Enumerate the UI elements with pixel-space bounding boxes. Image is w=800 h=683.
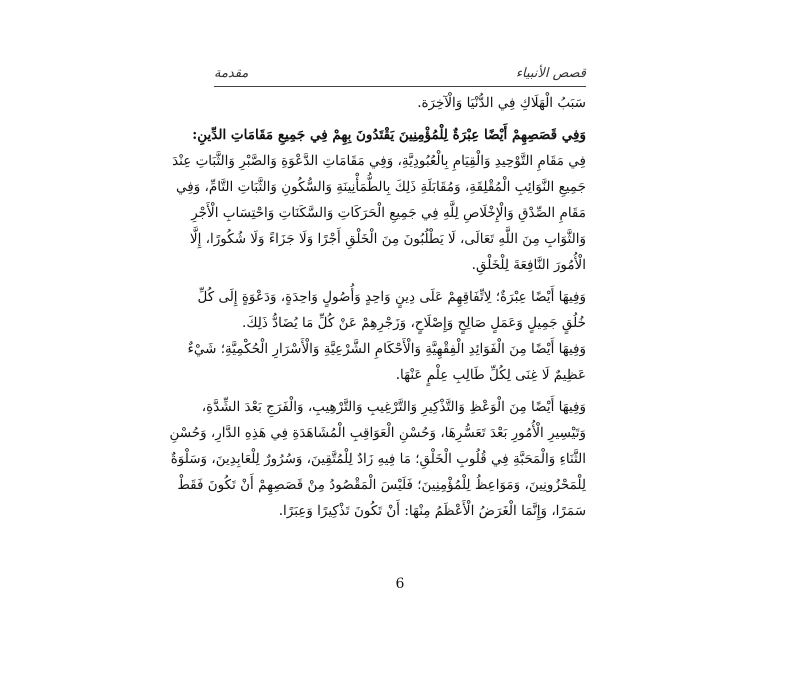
text-line: مَقَامِ الصِّدْقِ وَالْإِخْلَاصِ لِلَّهِ فِي جَمِيعِ الْحَرَكَاتِ وَالسَّكَنَاتِ وَاحْتِسَابِ الْأَجْرِ	[191, 205, 586, 221]
running-header	[214, 66, 586, 86]
paragraph-lead: وَفِي قَصَصِهِمْ أَيْضًا عِبْرَةٌ لِلْمُؤْمِنِينَ يَقْتَدُونَ بِهِمْ فِي جَمِيعِ مَقَامَاتِ الدِّينِ:	[192, 127, 586, 143]
page-body	[169, 90, 586, 524]
text-line: الثَّنَاءِ وَالْمَحَبَّةِ فِي قُلُوبِ الْخَلْقِ؛ مَا فِيهِ زَادٌ لِلْمُتَّقِينَ، وَسُرُورٌ لِلْعَابِدِينَ، وَسَلْوَةٌ	[170, 451, 586, 467]
text-line: لِلْمَحْزُونِينَ، وَمَوَاعِظُ لِلْمُؤْمِنِينَ؛ فَلَيْسَ الْمَقْصُودُ مِنْ قَصَصِهِمْ أَنْ تَكُونَ فَقَطْ	[177, 477, 586, 493]
paragraph-5	[169, 394, 586, 524]
text-line: وَفِيهَا أَيْضًا مِنَ الْوَعْظِ وَالتَّذْكِيرِ وَالتَّرْغِيبِ وَالتَّرْهِيبِ، وَالْفَرَجِ بَعْدَ الشِّدَّةِ،	[201, 399, 586, 415]
text-line: وَتَيْسِيرِ الْأُمُورِ بَعْدَ تَعَسُّرِهَا، وَحُسْنِ الْعَوَاقِبِ الْمُشَاهَدَةِ فِي هَذِهِ الدَّارِ، وَحُسْنِ	[169, 425, 586, 441]
text-line: وَفِيهَا أَيْضًا عِبْرَةٌ؛ لِاتِّفَاقِهِمْ عَلَى دِينٍ وَاحِدٍ وَأُصُولٍ وَاحِدَةٍ، وَدَعْوَةٍ إِلَى كُلِّ	[197, 289, 586, 305]
header-rule	[214, 86, 586, 87]
text-line: سَبَبُ الْهَلَاكِ فِي الدُّنْيَا وَالْآخِرَة.	[417, 95, 586, 111]
text-line: وَفِيهَا أَيْضًا مِنَ الْفَوَائِدِ الْفِقْهِيَّةِ وَالْأَحْكَامِ الشَّرْعِيَّةِ وَالْأَسْرَارِ الْحُكْمِيَّةِ؛ شَيْءٌ	[187, 341, 586, 357]
text-line: وَالثَّوَابِ مِنَ اللَّهِ تَعَالَى، لَا يَطْلُبُونَ مِنَ الْخَلْقِ أَجْرًا وَلَا جَزَاءً وَلَا شُكُورًا، إِلَّا	[189, 231, 586, 247]
paragraph-3	[197, 284, 586, 336]
page-number: 6	[395, 576, 405, 592]
text-line: خُلُقٍ جَمِيلٍ وَعَمَلٍ صَالِحٍ وَإِصْلَاحٍ، وَزَجْرِهِمْ عَنْ كُلِّ مَا يُضَادُّ ذَلِكَ.	[242, 315, 586, 331]
paragraph-4	[187, 336, 586, 388]
text-line: جَمِيعِ النَّوَائِبِ الْمُقْلِقَةِ، وَمُقَابَلَةِ ذَلِكَ بِالطُّمَأْنِينَةِ وَالسُّكُونِ وَالثَّبَاتِ التَّامِّ، وَفِي	[176, 179, 586, 195]
text-line: الْأُمُورَ النَّافِعَةَ لِلْخَلْقِ.	[471, 257, 586, 273]
paragraph-2	[172, 122, 586, 278]
section-title: مقدمة	[214, 66, 249, 81]
paragraph-1	[214, 90, 586, 116]
text-line: سَمَرًا، وَإِنَّمَا الْغَرَضُ الْأَعْظَمُ مِنْهَا: أَنْ تَكُونَ تَذْكِيرًا وَعِبَرًا.	[278, 503, 586, 519]
text-line: فِي مَقَامِ التَّوْحِيدِ وَالْقِيَامِ بِالْعُبُودِيَّةِ، وَفِي مَقَامَاتِ الدَّعْوَةِ وَالصَّبْرِ وَالثَّبَاتِ عِنْدَ	[172, 153, 586, 169]
text-line: عَظِيمٌ لَا غِنَى لِكُلِّ طَالِبِ عِلْمٍ عَنْهَا.	[395, 367, 586, 383]
book-title: قصص الأنبياء	[515, 66, 586, 81]
